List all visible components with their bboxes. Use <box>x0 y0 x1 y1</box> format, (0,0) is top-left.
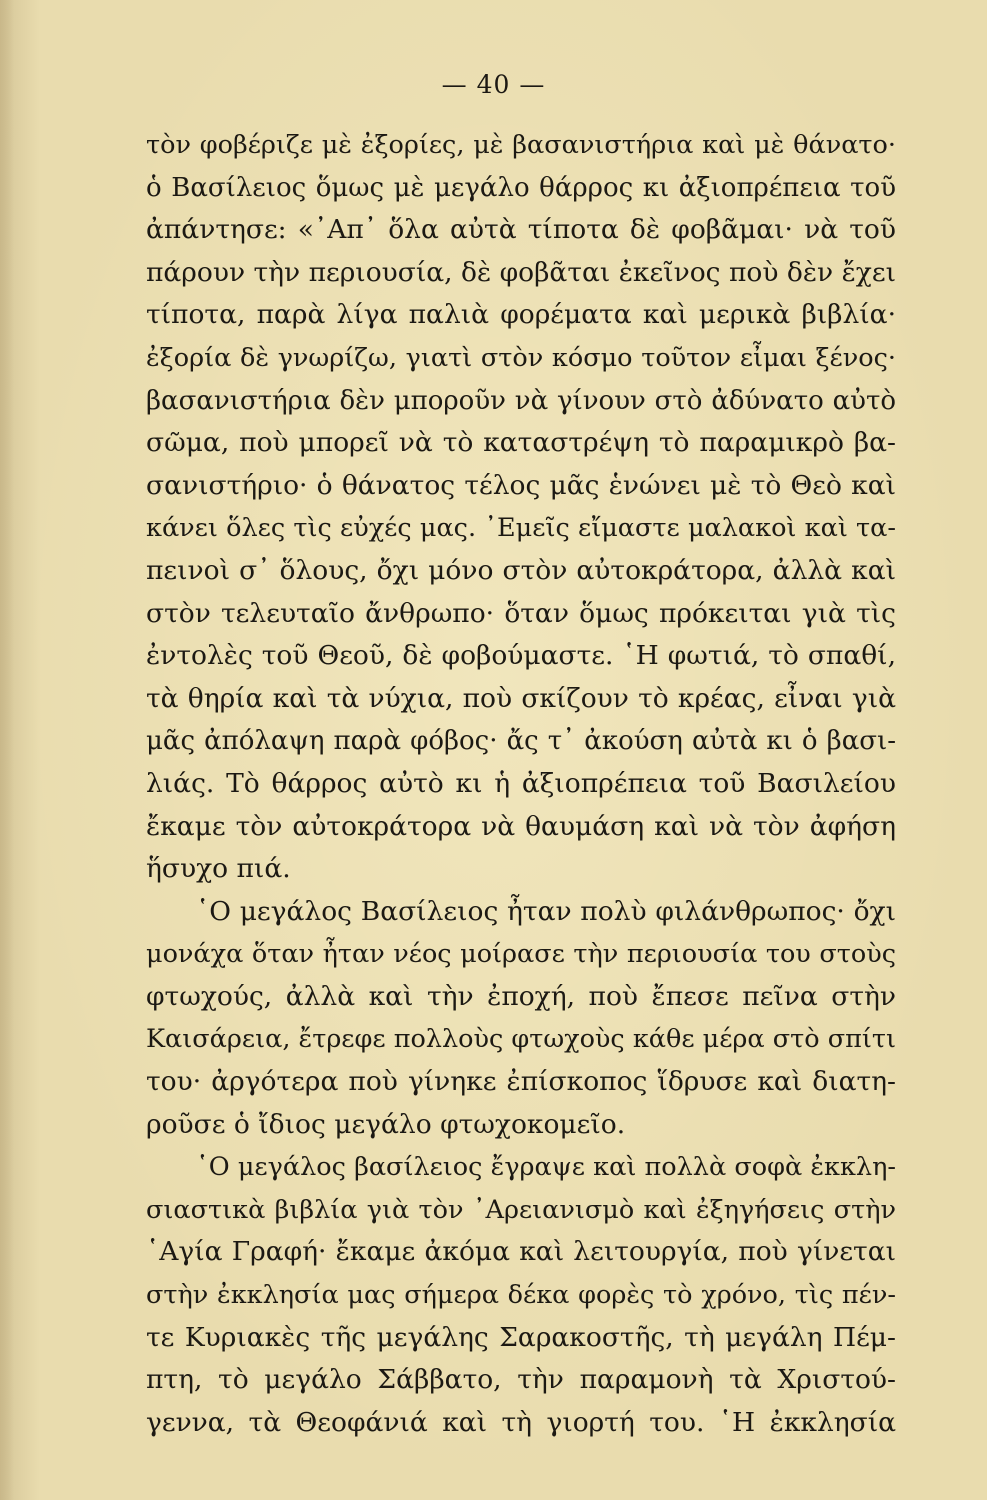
text-line: ἐντολὲς τοῦ Θεοῦ, δὲ φοβούμαστε. ῾Η φωτιά, τὸ σπαθί, <box>146 640 896 672</box>
text-line: ἔκαμε τὸν αὐτοκράτορα νὰ θαυμάση καὶ νὰ τὸν ἀφήση <box>146 810 896 842</box>
text-line: σανιστήριο· ὁ θάνατος τέλος μᾶς ἑνώνει μὲ τὸ Θεὸ καὶ <box>146 469 896 501</box>
body-text <box>146 124 896 1444</box>
text-line: στὸν τελευταῖο ἄνθρωπο· ὅταν ὅμως πρόκειται γιὰ τὶς <box>146 597 896 629</box>
text-line: κάνει ὅλες τὶς εὐχές μας. ᾿Εμεῖς εἴμαστε μαλακοὶ καὶ τα- <box>146 513 896 544</box>
text-line: σιαστικὰ βιβλία γιὰ τὸν ᾿Αρειανισμὸ καὶ ἐξηγήσεις στὴν <box>146 1194 896 1225</box>
text-line: σῶμα, ποὺ μπορεῖ νὰ τὸ καταστρέψη τὸ παραμικρὸ βα- <box>146 427 896 459</box>
text-line: τὸν φοβέριζε μὲ ἐξορίες, μὲ βασανιστήρια καὶ μὲ θάνατο· <box>146 130 896 160</box>
text-line: ῾Αγία Γραφή· ἔκαμε ἀκόμα καὶ λειτουργία, ποὺ γίνεται <box>146 1236 896 1268</box>
text-line: ἥσυχο πιά. <box>146 853 291 885</box>
text-line: πτη, τὸ μεγάλο Σάββατο, τὴν παραμονὴ τὰ Χριστού- <box>146 1364 896 1396</box>
page-number: — 40 — <box>441 70 546 99</box>
text-line: τε Κυριακὲς τῆς μεγάλης Σαρακοστῆς, τὴ μεγάλη Πέμ- <box>146 1321 896 1353</box>
text-line: μονάχα ὅταν ἦταν νέος μοίρασε τὴν περιουσία του στοὺς <box>146 939 896 970</box>
text-line: πάρουν τὴν περιουσία, δὲ φοβᾶται ἐκεῖνος ποὺ δὲν ἔχει <box>146 256 896 288</box>
text-line: του· ἀργότερα ποὺ γίνηκε ἐπίσκοπος ἵδρυσε καὶ διατη- <box>146 1066 896 1098</box>
text-line: λιάς. Τὸ θάρρος αὐτὸ κι ἡ ἀξιοπρέπεια τοῦ Βασιλείου <box>146 767 896 799</box>
text-line: στὴν ἐκκλησία μας σήμερα δέκα φορὲς τὸ χρόνο, τὶς πέν- <box>146 1280 896 1311</box>
text-line: Καισάρεια, ἔτρεφε πολλοὺς φτωχοὺς κάθε μέρα στὸ σπίτι <box>146 1024 896 1055</box>
text-line: ἐξορία δὲ γνωρίζω, γιατὶ στὸν κόσμο τοῦτον εἶμαι ξένος· <box>146 342 896 373</box>
text-line: γεννα, τὰ Θεοφάνιά καὶ τὴ γιορτή του. ῾Η ἐκκλησία <box>146 1406 896 1438</box>
text-line: μᾶς ἀπόλαψη παρὰ φόβος· ἄς τ᾿ ἀκούση αὐτὰ κι ὁ βασι- <box>146 726 896 757</box>
text-line: πεινοὶ σ᾿ ὅλους, ὄχι μόνο στὸν αὐτοκράτορα, ἀλλὰ καὶ <box>146 554 896 586</box>
text-line: ῾Ο μεγάλος Βασίλειος ἦταν πολὺ φιλάνθρωπος· ὄχι <box>196 895 896 927</box>
text-line: τίποτα, παρὰ λίγα παλιὰ φορέματα καὶ μερικὰ βιβλία· <box>146 299 896 331</box>
text-line: ροῦσε ὁ ἴδιος μεγάλο φτωχοκομεῖο. <box>146 1108 626 1140</box>
text-line: τὰ θηρία καὶ τὰ νύχια, ποὺ σκίζουν τὸ κρέας, εἶναι γιὰ <box>146 682 896 714</box>
text-line: βασανιστήρια δὲν μποροῦν νὰ γίνουν στὸ ἀδύνατο αὐτὸ <box>146 385 896 416</box>
text-line: ὁ Βασίλειος ὅμως μὲ μεγάλο θάρρος κι ἀξιοπρέπεια τοῦ <box>146 172 896 203</box>
text-line: φτωχούς, ἀλλὰ καὶ τὴν ἐποχή, ποὺ ἔπεσε πεῖνα στὴν <box>146 980 896 1012</box>
text-line: ἀπάντησε: «᾿Απ᾿ ὅλα αὐτὰ τίποτα δὲ φοβᾶμαι· νὰ τοῦ <box>146 214 896 246</box>
text-line: ῾Ο μεγάλος βασίλειος ἔγραψε καὶ πολλὰ σοφὰ ἐκκλη- <box>196 1152 896 1183</box>
page-binding-edge <box>0 0 14 1500</box>
